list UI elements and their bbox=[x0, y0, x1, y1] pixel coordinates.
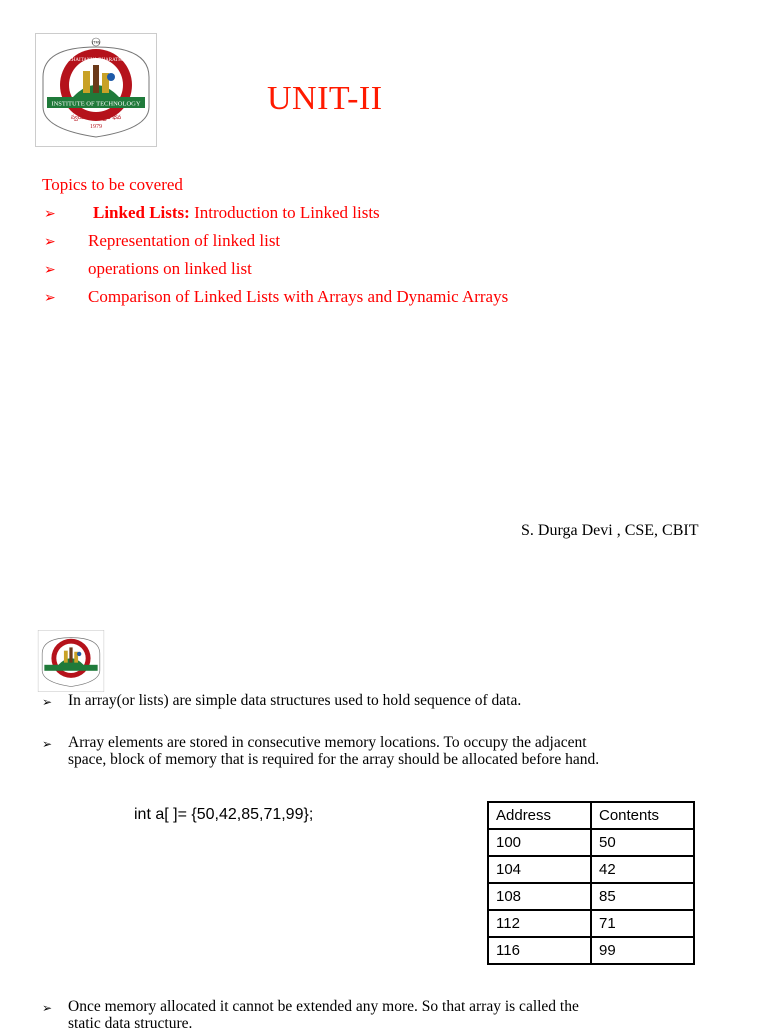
logo-script-text: స్వయం తేజస్విన్ భవ bbox=[70, 114, 122, 121]
paragraph-bullet: Once memory allocated it cannot be extended any more. So that array is called the static data structure. bbox=[68, 998, 579, 1032]
bullet-arrow-icon: ➢ bbox=[44, 207, 56, 222]
table-row bbox=[488, 883, 694, 910]
table-row bbox=[488, 829, 694, 856]
table-header-row bbox=[488, 802, 694, 829]
contents-cell: 85 bbox=[591, 883, 694, 910]
bullet-arrow-icon: ➢ bbox=[44, 291, 56, 306]
topic-bold-label: Linked Lists: bbox=[93, 203, 190, 222]
bullet-arrow-icon: ➢ bbox=[42, 695, 53, 709]
institute-logo bbox=[35, 33, 157, 147]
topic-text: Introduction to Linked lists bbox=[189, 203, 380, 222]
address-cell: 108 bbox=[488, 883, 591, 910]
slide-title: UNIT-II bbox=[267, 80, 383, 117]
address-cell: 104 bbox=[488, 856, 591, 883]
paragraph-bullet: In array(or lists) are simple data structures used to hold sequence of data. bbox=[68, 692, 522, 709]
bullet-arrow-icon: ➢ bbox=[44, 263, 56, 278]
column-header: Address bbox=[488, 802, 591, 829]
address-cell: 116 bbox=[488, 937, 591, 964]
table-row bbox=[488, 910, 694, 937]
table-row bbox=[488, 937, 694, 964]
topic-item: Comparison of Linked Lists with Arrays and Dynamic Arrays bbox=[88, 287, 509, 306]
address-cell: 100 bbox=[488, 829, 591, 856]
contents-cell: 42 bbox=[591, 856, 694, 883]
logo-year: 1979 bbox=[90, 124, 102, 130]
contents-cell: 50 bbox=[591, 829, 694, 856]
topics-heading: Topics to be covered bbox=[42, 175, 183, 194]
bullet-arrow-icon: ➢ bbox=[44, 235, 56, 250]
memory-table bbox=[487, 801, 695, 965]
paragraph-bullet: Array elements are stored in consecutive memory locations. To occupy the adjacent space, block of memory that is required for the array should be allocated before hand. bbox=[68, 734, 600, 768]
institute-logo-small bbox=[37, 630, 105, 692]
logo-trademark: (TM) bbox=[92, 40, 100, 45]
bullet-arrow-icon: ➢ bbox=[42, 1001, 53, 1015]
logo-top-text: CHAITANYA BHARATHI bbox=[68, 58, 124, 63]
table-row bbox=[488, 856, 694, 883]
column-header: Contents bbox=[591, 802, 694, 829]
bullet-arrow-icon: ➢ bbox=[42, 737, 53, 751]
contents-cell: 71 bbox=[591, 910, 694, 937]
logo-band-text: INSTITUTE OF TECHNOLOGY bbox=[51, 100, 141, 108]
code-snippet: int a[ ]= {50,42,85,71,99}; bbox=[134, 806, 314, 823]
topic-item: operations on linked list bbox=[88, 259, 252, 278]
author-credit: S. Durga Devi , CSE, CBIT bbox=[521, 522, 699, 539]
contents-cell: 99 bbox=[591, 937, 694, 964]
address-cell: 112 bbox=[488, 910, 591, 937]
topic-item: Representation of linked list bbox=[88, 231, 281, 250]
topic-item bbox=[93, 203, 380, 223]
